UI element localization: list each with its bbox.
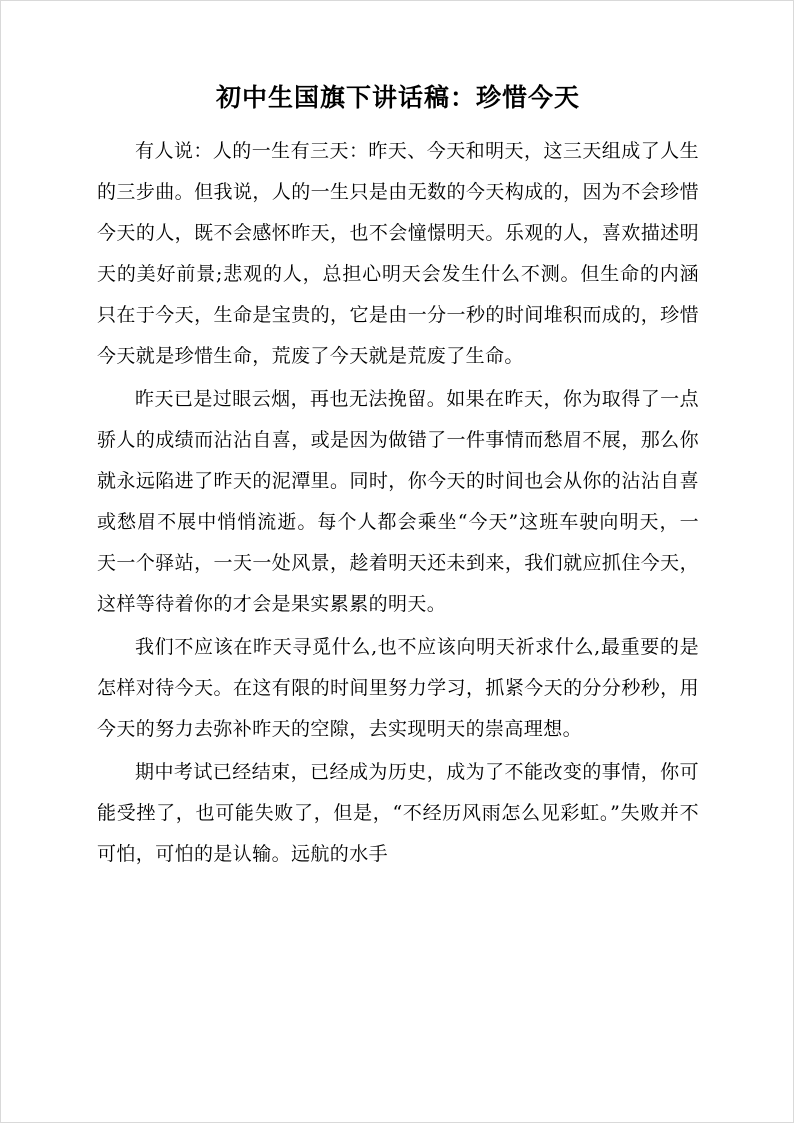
paragraph-1: 有人说：人的一生有三天：昨天、今天和明天，这三天组成了人生的三步曲。但我说，人的一生只是由无数的今天构成的，因为不会珍惜今天的人，既不会感怀昨天，也不会憧憬明天。乐观的人，喜欢描述明天的美好前景;悲观的人，总担心明天会发生什么不测。但生命的内涵只在于今天，生命是宝贵的，它是由一分一秒的时间堆积而成的，珍惜今天就是珍惜生命，荒废了今天就是荒废了生命。	[97, 139, 699, 367]
paragraph-2: 昨天已是过眼云烟，再也无法挽留。如果在昨天，你为取得了一点骄人的成绩而沾沾自喜，或是因为做错了一件事情而愁眉不展，那么你就永远陷进了昨天的泥潭里。同时，你今天的时间也会从你的沾沾自喜或愁眉不展中悄悄流逝。每个人都会乘坐“今天”这班车驶向明天，一天一个驿站，一天一处风景，趁着明天还未到来，我们就应抓住今天，这样等待着你的才会是果实累累的明天。	[97, 387, 699, 615]
paragraph-4: 期中考试已经结束，已经成为历史，成为了不能改变的事情，你可能受挫了，也可能失败了，但是，“不经历风雨怎么见彩虹。”失败并不可怕，可怕的是认输。远航的水手	[97, 760, 699, 865]
page-title: 初中生国旗下讲话稿：珍惜今天	[215, 83, 580, 112]
document-body	[97, 79, 699, 877]
paragraph-3: 我们不应该在昨天寻觅什么,也不应该向明天祈求什么,最重要的是怎样对待今天。在这有限的时间里努力学习，抓紧今天的分分秒秒，用今天的努力去弥补昨天的空隙，去实现明天的崇高理想。	[97, 635, 699, 740]
